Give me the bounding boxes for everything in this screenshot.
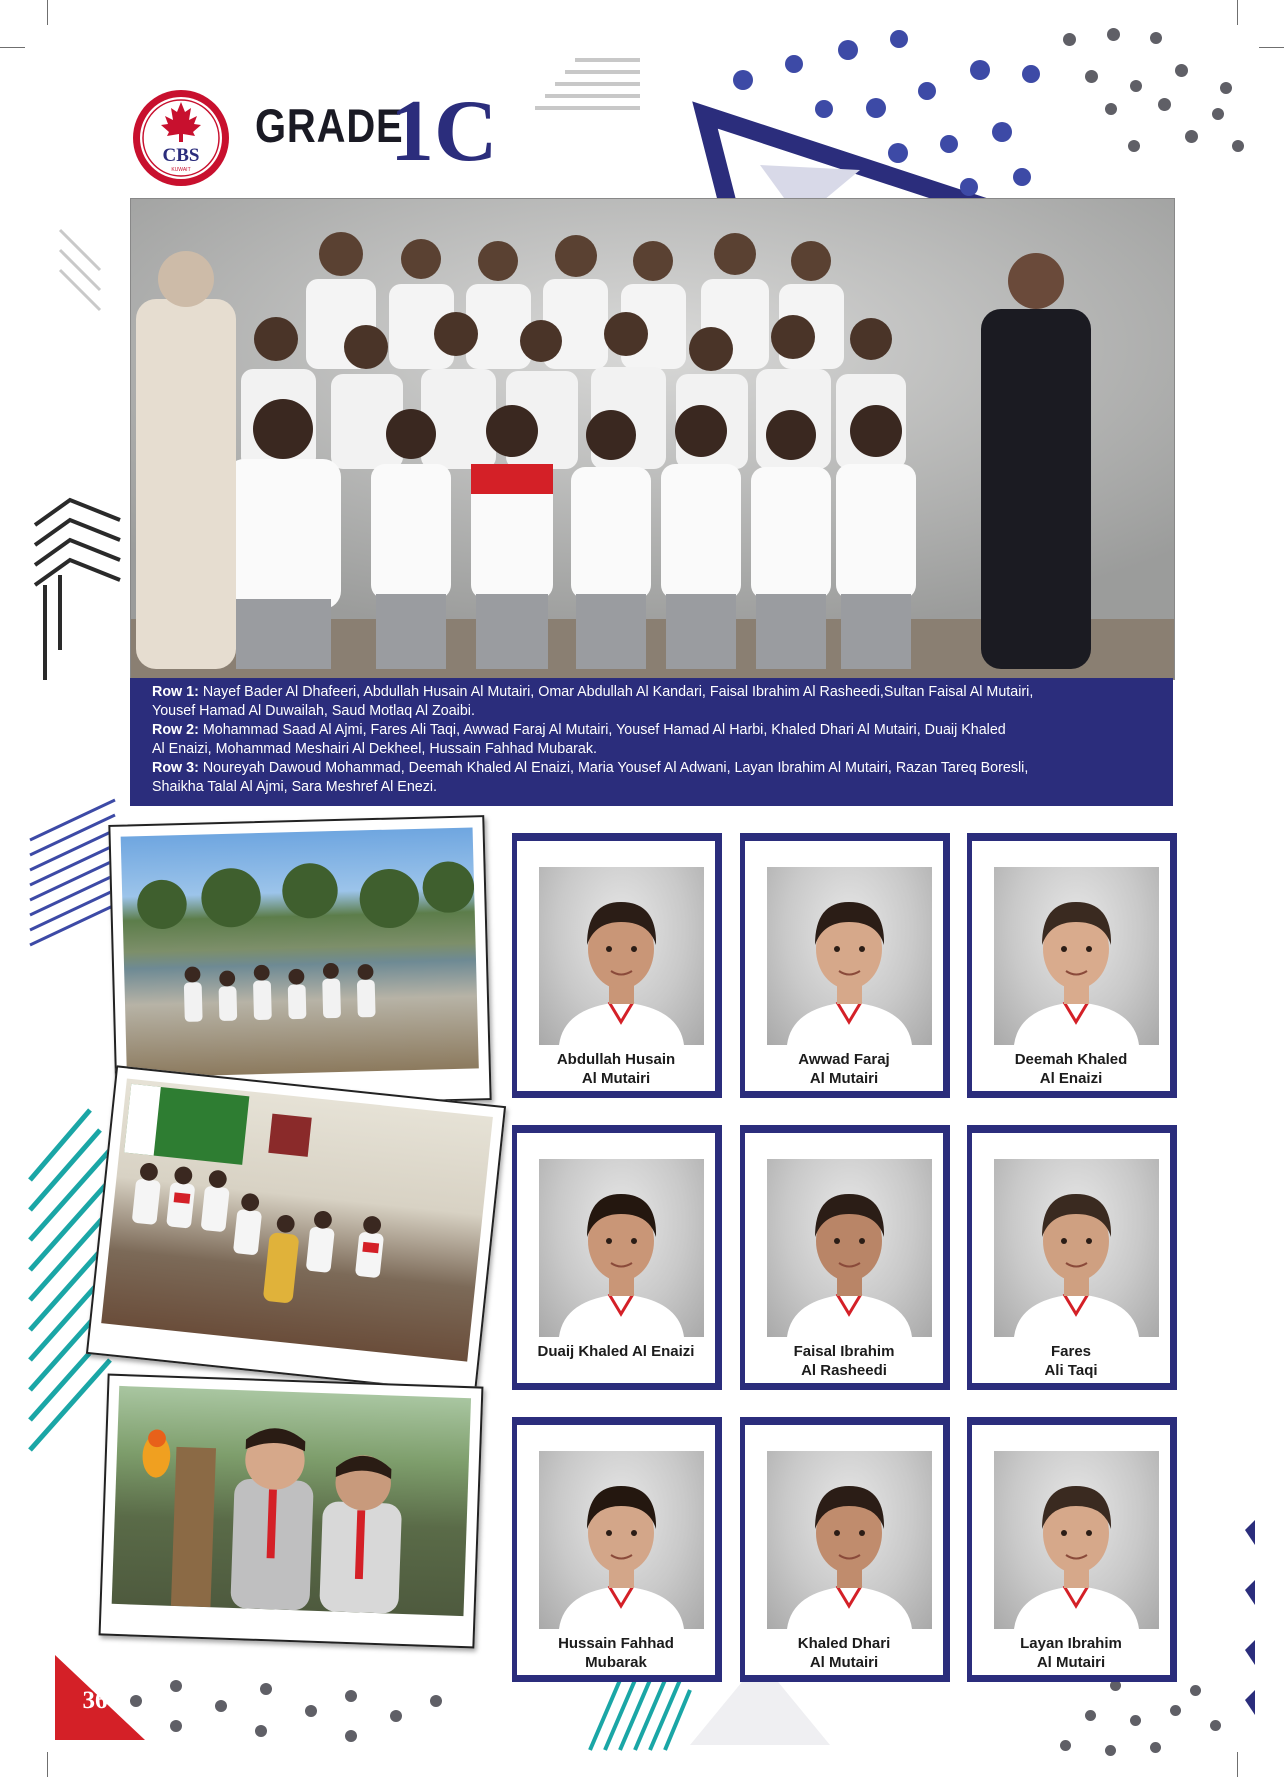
grade-heading: GRADE: [255, 99, 404, 152]
activity-photo-classroom: [86, 1065, 506, 1394]
park-photo-image: [121, 827, 479, 1077]
logo-text: CBS: [162, 145, 200, 166]
student-photo: [539, 1451, 704, 1629]
student-card: [740, 1417, 950, 1682]
student-photo: [767, 1159, 932, 1337]
student-card: [967, 833, 1177, 1098]
student-name-line-1: Deemah Khaled: [1014, 1051, 1128, 1068]
student-name-line-2: Al Mutairi: [1036, 1654, 1106, 1671]
card-frame: [517, 1133, 715, 1383]
student-card: [967, 1417, 1177, 1682]
student-name-line-2: Mubarak: [585, 1654, 647, 1671]
card-frame: [745, 841, 943, 1091]
card-frame: [972, 841, 1170, 1091]
student-photo: [539, 1159, 704, 1337]
student-name: [525, 1050, 707, 1088]
student-name: [980, 1050, 1162, 1088]
student-card: [512, 1125, 722, 1390]
student-name-line-1: Faisal Ibrahim: [793, 1343, 895, 1360]
card-frame: [745, 1425, 943, 1675]
student-photo: [767, 867, 932, 1045]
student-name: [753, 1634, 935, 1672]
student-name: [525, 1634, 707, 1672]
card-frame: [972, 1133, 1170, 1383]
student-card: [512, 1417, 722, 1682]
student-name-line-2: Ali Taqi: [1044, 1362, 1098, 1379]
student-name-line-1: Awwad Faraj: [798, 1051, 890, 1068]
student-photo: [994, 867, 1159, 1045]
classroom-photo-image: [101, 1078, 493, 1361]
bird-photo-image: [112, 1386, 471, 1616]
student-name-line-1: Abdullah Husain: [556, 1051, 676, 1068]
activity-photo-bird: [99, 1374, 484, 1649]
student-card: [967, 1125, 1177, 1390]
caption-row-2-line-2: Al Enaizi, Mohammad Meshairi Al Dekheel, Hussain Fahhad Mubarak.: [152, 741, 597, 757]
student-name-line-1: Duaij Khaled Al Enaizi: [537, 1343, 695, 1360]
student-name-line-1: Fares: [1050, 1343, 1092, 1360]
page-number: 36: [82, 1687, 108, 1714]
card-frame: [517, 1425, 715, 1675]
student-photo: [767, 1451, 932, 1629]
student-name-line-1: Hussain Fahhad: [558, 1635, 674, 1652]
student-name-line-2: Al Mutairi: [809, 1654, 879, 1671]
student-name: [753, 1050, 935, 1088]
card-frame: [972, 1425, 1170, 1675]
class-photo-illustration: [131, 199, 1174, 679]
student-photo: [994, 1159, 1159, 1337]
card-frame: [745, 1133, 943, 1383]
student-name: [753, 1342, 935, 1380]
student-photo: [539, 867, 704, 1045]
student-name-line-2: Al Mutairi: [809, 1070, 879, 1087]
class-photo-caption: [130, 678, 1173, 806]
student-card: [740, 833, 950, 1098]
student-name-line-1: Khaled Dhari: [797, 1635, 891, 1652]
logo-subtext: KUWAIT: [171, 167, 191, 173]
activity-photo-park: [108, 815, 491, 1110]
caption-row-3-line-2: Shaikha Talal Al Ajmi, Sara Meshref Al Enezi.: [152, 779, 438, 795]
student-photo: [994, 1451, 1159, 1629]
student-name-line-2: Al Enaizi: [1039, 1070, 1103, 1087]
caption-row-2-line-1: Row 2: Mohammad Saad Al Ajmi, Fares Ali Taqi, Awwad Faraj Al Mutairi, Yousef Hamad Al Harbi, Khaled Dhari Al Mutairi, Duaij Khaled: [152, 722, 1006, 738]
caption-row-1-line-2: Yousef Hamad Al Duwailah, Saud Motlaq Al Zoaibi.: [152, 703, 475, 719]
student-name: [525, 1342, 707, 1361]
student-name-line-2: Al Rasheedi: [801, 1362, 887, 1379]
student-name-line-1: Layan Ibrahim: [1020, 1635, 1122, 1652]
caption-row-3-line-1: Row 3: Noureyah Dawoud Mohammad, Deemah Khaled Al Enaizi, Maria Yousef Al Adwani, Layan Ibrahim Al Mutairi, Razan Tareq Boresli,: [152, 760, 1029, 776]
school-logo: [131, 88, 231, 188]
student-card: [740, 1125, 950, 1390]
student-name-line-2: Al Mutairi: [581, 1070, 651, 1087]
caption-row-1-line-1: Row 1: Nayef Bader Al Dhafeeri, Abdullah Husain Al Mutairi, Omar Abdullah Al Kandari, Faisal Ibrahim Al Rasheedi,Sultan Faisal Al Mutairi,: [152, 684, 1034, 700]
card-frame: [517, 841, 715, 1091]
student-card: [512, 833, 722, 1098]
student-name: [980, 1342, 1162, 1380]
grade-class: 1C: [390, 83, 498, 180]
student-name: [980, 1634, 1162, 1672]
class-group-photo: [130, 198, 1175, 680]
